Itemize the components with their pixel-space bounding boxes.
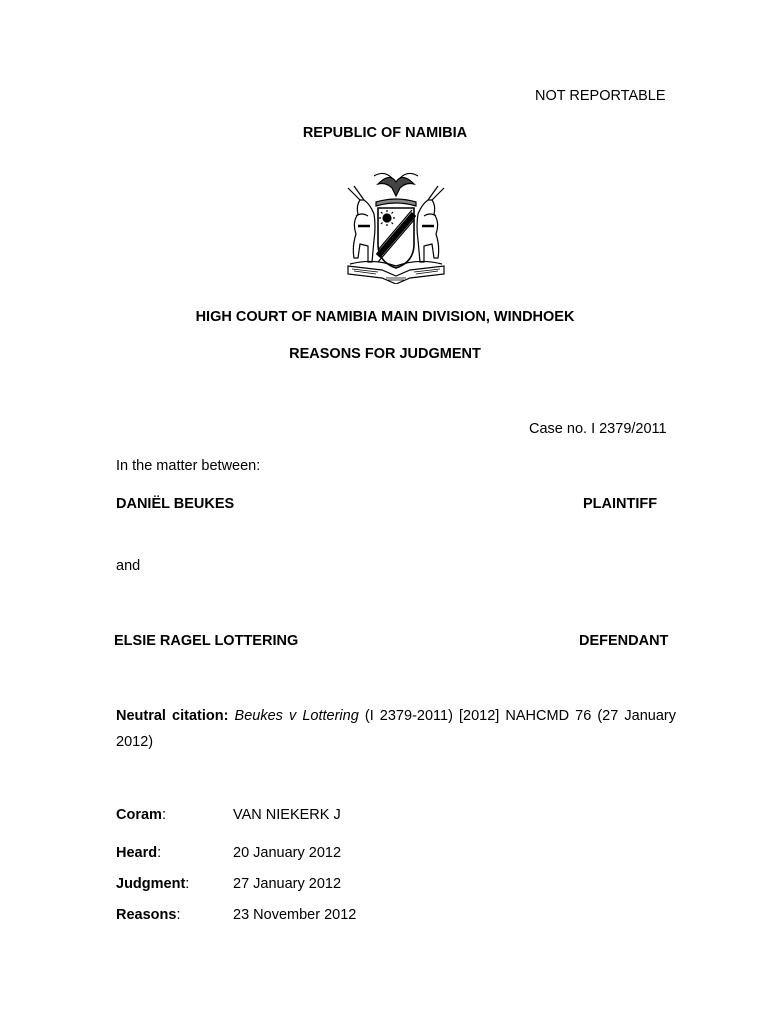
plaintiff-role: PLAINTIFF: [583, 496, 658, 512]
plaintiff-name: DANIËL BEUKES: [116, 496, 235, 512]
coat-of-arms-icon: [334, 166, 458, 284]
citation-case-title: Beukes v Lottering: [234, 708, 359, 724]
coram-label: Coram:: [116, 807, 166, 823]
document-type-heading: REASONS FOR JUDGMENT: [289, 346, 481, 362]
conjunction-text: and: [116, 558, 141, 574]
heard-label: Heard:: [116, 845, 162, 861]
defendant-role: DEFENDANT: [579, 633, 669, 649]
coram-value: VAN NIEKERK J: [233, 807, 341, 823]
court-heading: HIGH COURT OF NAMIBIA MAIN DIVISION, WINDHOEK: [195, 309, 575, 325]
defendant-name: ELSIE RAGEL LOTTERING: [114, 633, 299, 649]
case-number: Case no. I 2379/2011: [529, 421, 667, 437]
reasons-label: Reasons:: [116, 907, 181, 923]
not-reportable-label: NOT REPORTABLE: [535, 88, 666, 104]
heard-value: 20 January 2012: [233, 845, 342, 861]
matter-intro: In the matter between:: [116, 458, 261, 474]
judgment-value: 27 January 2012: [233, 876, 342, 892]
citation-reference: (I 2379-2011) [2012] NAHCMD 76 (27 January 2012): [116, 708, 676, 750]
neutral-citation: [116, 703, 676, 755]
republic-heading: REPUBLIC OF NAMIBIA: [302, 125, 468, 141]
reasons-value: 23 November 2012: [233, 907, 357, 923]
citation-label: Neutral citation:: [116, 708, 229, 724]
judgment-label: Judgment:: [116, 876, 190, 892]
